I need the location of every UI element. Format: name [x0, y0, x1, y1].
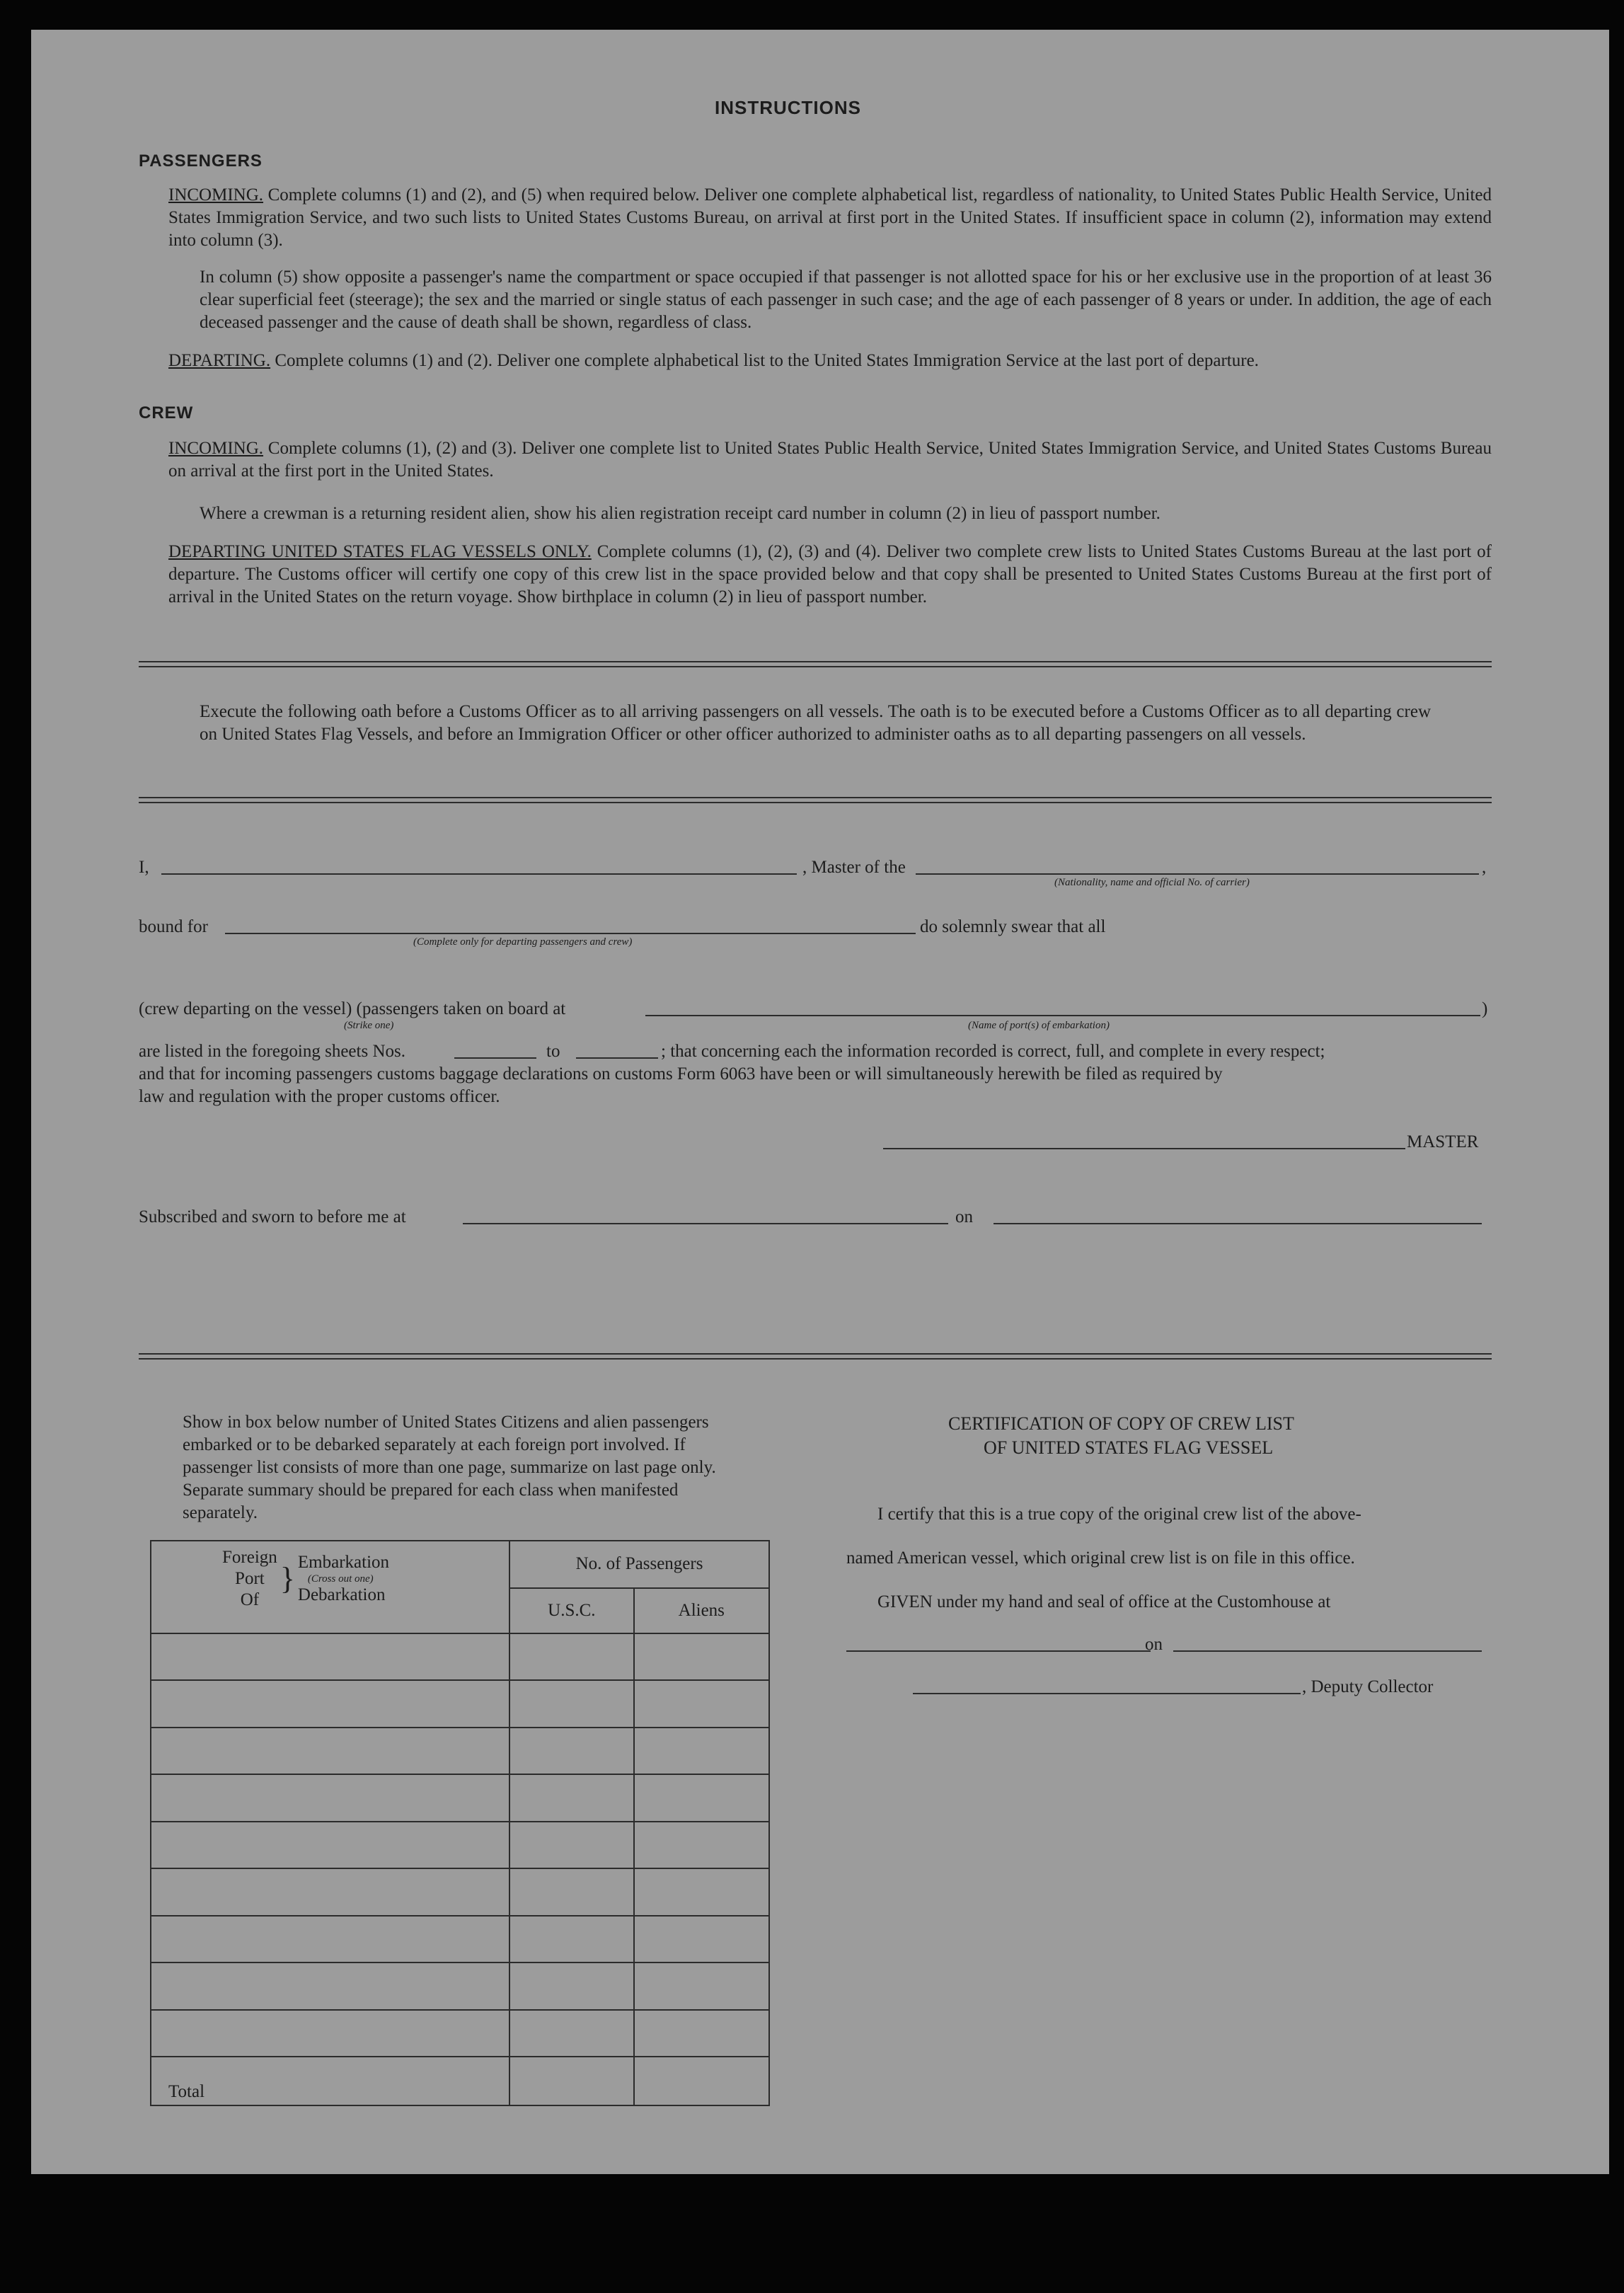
usc-cell[interactable]: [509, 1822, 633, 1869]
oath-statement-line1: ; that concerning each the information recorded is correct, full, and complete in every respect;: [661, 1042, 1325, 1061]
port-cell[interactable]: [151, 2010, 509, 2057]
deputy-collector-label: , Deputy Collector: [1302, 1677, 1434, 1696]
usc-cell[interactable]: [509, 1633, 633, 1681]
carrier-field[interactable]: [916, 873, 1479, 875]
usc-cell[interactable]: [509, 2010, 633, 2057]
aliens-cell[interactable]: [634, 1822, 769, 1869]
sheets-label: are listed in the foregoing sheets Nos.: [139, 1042, 405, 1061]
carrier-caption: (Nationality, name and official No. of carrier): [1054, 877, 1250, 888]
port-label: Port: [235, 1569, 265, 1588]
port-cell[interactable]: [151, 1962, 509, 2010]
sheet-from-field[interactable]: [454, 1057, 536, 1059]
port-cell[interactable]: [151, 1680, 509, 1728]
port-cell[interactable]: [151, 1822, 509, 1869]
brace-glyph: }: [280, 1561, 295, 1596]
port-cell[interactable]: [151, 1633, 509, 1681]
aliens-cell[interactable]: [634, 1962, 769, 2010]
of-label: Of: [240, 1590, 260, 1609]
usc-cell[interactable]: [509, 1962, 633, 2010]
oath-instructions: Execute the following oath before a Customs Officer as to all arriving passengers on all vessels. The oath is to be executed before a Customs Officer as to all departing crew on United States Flag Vessels, and before an Immigration Officer or other officer authorized to administer oaths as to all departing passengers on all vessels.: [200, 702, 1431, 744]
port-cell[interactable]: [151, 1728, 509, 1775]
strike-one-caption: (Strike one): [344, 1020, 394, 1031]
given-under-label: GIVEN under my hand and seal of office at the Customhouse at: [877, 1592, 1331, 1611]
bound-for-label: bound for: [139, 917, 208, 936]
aliens-cell[interactable]: [634, 1633, 769, 1681]
sworn-place-field[interactable]: [463, 1223, 948, 1224]
port-header-cell: [151, 1541, 509, 1633]
departing-label: DEPARTING.: [168, 351, 271, 370]
usc-header: U.S.C.: [509, 1588, 633, 1633]
subscribed-label: Subscribed and sworn to before me at: [139, 1207, 406, 1226]
aliens-cell[interactable]: [634, 1774, 769, 1822]
departing-us-flag-instructions: [168, 541, 1492, 609]
debarkation-label: Debarkation: [297, 1585, 386, 1604]
returning-resident-instructions: Where a crewman is a returning resident alien, show his alien registration receipt card number in column (2) in lieu of passport number.: [200, 504, 1161, 523]
aliens-header: Aliens: [634, 1588, 769, 1633]
departing-us-flag-text: Complete columns (1), (2), (3) and (4). Deliver two complete crew lists to United States Customs Bureau at the last port of departure. The Customs officer will certify one copy of this crew list in the space provided below and that copy shall be presented to United States Customs Bureau at the first port of arrival in the United States on the return voyage. Show birthplace in column (2) in lieu of passport number.: [168, 542, 1492, 607]
instructions-heading: INSTRUCTIONS: [715, 97, 861, 118]
bound-for-caption: (Complete only for departing passengers and crew): [413, 936, 633, 948]
foreign-label: Foreign: [222, 1548, 277, 1567]
sheet-to-field[interactable]: [576, 1057, 658, 1059]
certify-line2: named American vessel, which original crew list is on file in this office.: [846, 1548, 1355, 1568]
close-paren-mark: ): [1482, 999, 1488, 1018]
sworn-date-field[interactable]: [994, 1223, 1482, 1224]
cross-out-label: (Cross out one): [307, 1573, 374, 1585]
aliens-cell[interactable]: [634, 2010, 769, 2057]
port-cell[interactable]: [151, 1868, 509, 1916]
embarkation-caption: (Name of port(s) of embarkation): [968, 1020, 1110, 1031]
oath-i-label: I,: [139, 858, 149, 877]
incoming-crew-text: Complete columns (1), (2) and (3). Deliver one complete list to United States Public Health Service, United States Immigration Service, and United States Customs Bureau on arrival at the first port in the United States.: [168, 439, 1492, 481]
master-label: MASTER: [1407, 1132, 1479, 1151]
sworn-on-label: on: [955, 1207, 973, 1226]
usc-cell[interactable]: [509, 1680, 633, 1728]
usc-cell[interactable]: [509, 1774, 633, 1822]
column5-instructions: In column (5) show opposite a passenger's name the compartment or space occupied if that passenger is not allotted space for his or her exclusive use in the proportion of at least 36 clear superficial feet (steerage); the sex and the married or single status of each passenger in such case; and the age of each passenger of 8 years or under. In addition, the age of each deceased passenger and the cause of death shall be shown, regardless of class.: [200, 268, 1492, 332]
departing-passengers-text: Complete columns (1) and (2). Deliver one complete alphabetical list to the United States Immigration Service at the last port of departure.: [275, 351, 1259, 370]
incoming-label: INCOMING.: [168, 185, 264, 205]
embarkation-ports-field[interactable]: [645, 1015, 1480, 1016]
incoming-passengers-instructions: [168, 184, 1492, 252]
aliens-cell[interactable]: [634, 1680, 769, 1728]
no-of-passengers-header: No. of Passengers: [509, 1541, 769, 1588]
passengers-section-title: PASSENGERS: [139, 151, 263, 171]
aliens-cell[interactable]: [634, 1728, 769, 1775]
certify-line1: I certify that this is a true copy of the original crew list of the above-: [877, 1505, 1361, 1524]
incoming-crew-label: INCOMING.: [168, 439, 264, 458]
crew-passengers-label: (crew departing on the vessel) (passengers taken on board at: [139, 999, 566, 1018]
departing-us-flag-label: DEPARTING UNITED STATES FLAG VESSELS ONLY.: [168, 542, 592, 561]
incoming-passengers-text: Complete columns (1) and (2), and (5) when required below. Deliver one complete alphabetical list, regardless of nationality, to United States Public Health Service, United States Immigration Service, and two such lists to United States Customs Bureau, on arrival at first port in the United States. If insufficient space in column (2), information may extend into column (3).: [168, 185, 1492, 250]
aliens-total-cell[interactable]: [634, 2057, 769, 2105]
port-cell[interactable]: [151, 1916, 509, 1963]
sheets-to-label: to: [546, 1042, 560, 1061]
master-signature-field[interactable]: [883, 1148, 1405, 1149]
master-of-the-label: , Master of the: [802, 858, 906, 877]
aliens-cell[interactable]: [634, 1916, 769, 1963]
comma-mark: ,: [1482, 858, 1487, 877]
usc-total-cell[interactable]: [509, 2057, 633, 2105]
section-divider: [139, 1353, 1492, 1360]
total-label: Total: [151, 2057, 509, 2105]
oath-statement-line2: and that for incoming passengers customs baggage declarations on customs Form 6063 have been or will simultaneously herewith be filed as required by: [139, 1064, 1223, 1084]
incoming-crew-instructions: [168, 437, 1492, 483]
port-cell[interactable]: [151, 1774, 509, 1822]
customhouse-field[interactable]: [846, 1650, 1151, 1652]
oath-statement-line3: law and regulation with the proper customs officer.: [139, 1087, 500, 1106]
section-divider: [139, 797, 1492, 803]
solemnly-swear-label: do solemnly swear that all: [920, 917, 1106, 936]
usc-cell[interactable]: [509, 1728, 633, 1775]
usc-cell[interactable]: [509, 1868, 633, 1916]
bound-for-field[interactable]: [225, 933, 916, 934]
form-page: [31, 30, 1609, 2174]
passenger-summary-table: [150, 1540, 770, 2106]
cert-on-label: on: [1145, 1635, 1163, 1654]
crew-section-title: CREW: [139, 403, 194, 423]
embarkation-label: Embarkation: [297, 1553, 390, 1572]
certification-title-line2: OF UNITED STATES FLAG VESSEL: [984, 1437, 1274, 1458]
summary-instructions: Show in box below number of United States Citizens and alien passengers embarked or to be debarked separately at each foreign port involved. If passenger list consists of more than one page, summarize on last page only. Separate summary should be prepared for each class when manifested separately.: [183, 1413, 716, 1522]
certification-title-line1: CERTIFICATION OF COPY OF CREW LIST: [948, 1413, 1294, 1434]
master-name-field[interactable]: [161, 873, 797, 875]
deputy-collector-signature-field[interactable]: [913, 1693, 1301, 1694]
cert-date-field[interactable]: [1173, 1650, 1482, 1652]
usc-cell[interactable]: [509, 1916, 633, 1963]
aliens-cell[interactable]: [634, 1868, 769, 1916]
section-divider: [139, 661, 1492, 667]
departing-passengers-instructions: [168, 350, 1492, 372]
